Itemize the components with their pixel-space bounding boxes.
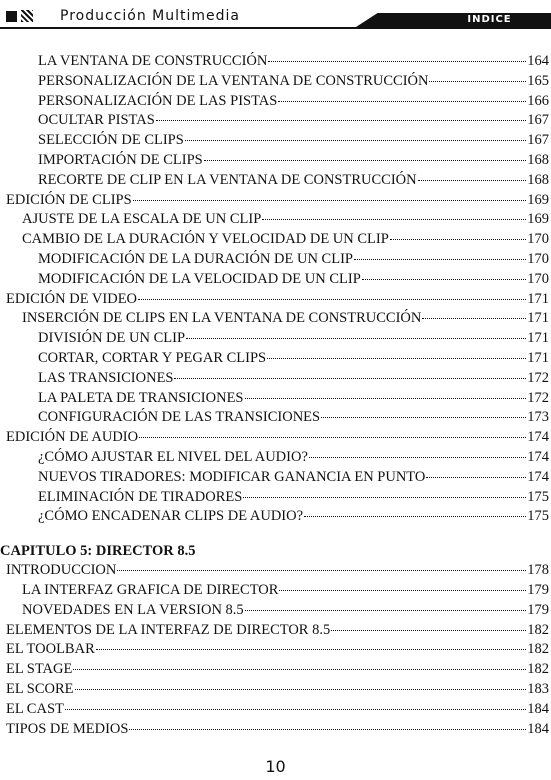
- dot-leader: [422, 318, 526, 319]
- toc-entry-label: IMPORTACIÓN DE CLIPS: [38, 151, 203, 168]
- dot-leader: [185, 140, 526, 141]
- toc-section-chapter-5: [0, 561, 549, 739]
- dot-leader: [245, 610, 527, 611]
- toc-entry-label: AJUSTE DE LA ESCALA DE UN CLIP: [22, 211, 262, 228]
- toc-entry-label: TIPOS DE MEDIOS: [6, 720, 129, 737]
- dot-leader: [267, 358, 526, 359]
- toc-entry-page: 172: [527, 389, 549, 406]
- toc-entry: [0, 349, 549, 369]
- toc-entry-page: 182: [527, 641, 549, 658]
- toc-entry-label: INSERCIÓN DE CLIPS EN LA VENTANA DE CONSTRUCCIÓN: [22, 310, 422, 327]
- dot-leader: [418, 180, 527, 181]
- toc-entry-page: 168: [527, 151, 549, 168]
- toc-entry-label: ELEMENTOS DE LA INTERFAZ DE DIRECTOR 8.5: [6, 621, 331, 638]
- dot-leader: [321, 417, 526, 418]
- toc-entry-page: 184: [527, 720, 549, 737]
- table-of-contents: [0, 52, 549, 739]
- toc-entry-page: 172: [527, 369, 549, 386]
- toc-entry: [0, 270, 549, 290]
- toc-entry: [0, 581, 549, 601]
- toc-entry: [0, 640, 549, 660]
- dot-leader: [138, 299, 526, 300]
- dot-leader: [429, 81, 526, 82]
- toc-entry: [0, 561, 549, 581]
- toc-entry-page: 171: [527, 290, 549, 307]
- dot-leader: [279, 590, 526, 591]
- toc-entry-page: 171: [527, 330, 549, 347]
- toc-section-chapter-4: [0, 52, 549, 527]
- header-square-icon: [6, 11, 17, 22]
- toc-entry-page: 174: [527, 448, 549, 465]
- toc-entry-label: ¿CÓMO ENCADENAR CLIPS DE AUDIO?: [38, 508, 304, 525]
- toc-entry-label: MODIFICACIÓN DE LA DURACIÓN DE UN CLIP: [38, 250, 353, 267]
- dot-leader: [362, 279, 526, 280]
- toc-entry-label: LA VENTANA DE CONSTRUCCIÓN: [38, 53, 268, 69]
- toc-entry-page: 184: [527, 700, 549, 717]
- page-number: 10: [265, 757, 286, 776]
- chapter-heading: CAPITULO 5: DIRECTOR 8.5: [0, 543, 196, 560]
- toc-entry-label: EL TOOLBAR: [6, 641, 95, 658]
- toc-entry-label: CAMBIO DE LA DURACIÓN Y VELOCIDAD DE UN CLIP: [22, 231, 389, 248]
- toc-entry: [0, 230, 549, 250]
- header-rule: [0, 27, 551, 29]
- toc-entry: [0, 250, 549, 270]
- toc-entry-label: EDICIÓN DE AUDIO: [6, 429, 139, 446]
- toc-entry-label: DIVISIÓN DE UN CLIP: [38, 330, 186, 347]
- header-wedge-decoration: [356, 13, 428, 27]
- toc-entry: [0, 52, 549, 72]
- toc-entry-page: 164: [527, 53, 549, 69]
- toc-entry-label: EL STAGE: [6, 661, 73, 678]
- toc-entry-page: 182: [527, 661, 549, 678]
- toc-entry: [0, 488, 549, 508]
- toc-entry-page: 168: [527, 171, 549, 188]
- toc-entry-label: EDICIÓN DE VIDEO: [6, 290, 138, 307]
- section-tag: INDICE: [428, 13, 551, 27]
- toc-entry-label: SELECCIÓN DE CLIPS: [38, 132, 184, 149]
- dot-leader: [278, 101, 526, 102]
- toc-entry: [0, 191, 549, 211]
- toc-entry-page: 170: [527, 231, 549, 248]
- header-pattern-icon: [21, 10, 33, 22]
- running-header: [0, 6, 551, 28]
- toc-entry-label: INTRODUCCION: [6, 562, 117, 579]
- dot-leader: [133, 200, 527, 201]
- toc-entry: [0, 621, 549, 641]
- toc-entry: [0, 720, 549, 740]
- dot-leader: [186, 338, 526, 339]
- toc-entry-label: EL SCORE: [6, 680, 74, 697]
- toc-entry-page: 170: [527, 270, 549, 287]
- dot-leader: [262, 219, 526, 220]
- dot-leader: [268, 61, 526, 62]
- toc-entry-label: EL CAST: [6, 700, 64, 717]
- dot-leader: [73, 669, 526, 670]
- dot-leader: [331, 630, 526, 631]
- toc-entry: [0, 700, 549, 720]
- dot-leader: [204, 160, 527, 161]
- toc-entry-page: 179: [527, 601, 549, 618]
- toc-entry-page: 183: [527, 680, 549, 697]
- toc-entry: [0, 111, 549, 131]
- toc-entry-label: EDICIÓN DE CLIPS: [6, 191, 132, 208]
- toc-entry-page: 171: [527, 349, 549, 366]
- dot-leader: [156, 120, 526, 121]
- toc-entry: [0, 290, 549, 310]
- dot-leader: [354, 259, 526, 260]
- toc-entry-label: MODIFICACIÓN DE LA VELOCIDAD DE UN CLIP: [38, 270, 361, 287]
- toc-entry-page: 169: [527, 191, 549, 208]
- toc-entry: [0, 408, 549, 428]
- dot-leader: [304, 516, 526, 517]
- toc-entry-page: 171: [527, 310, 549, 327]
- book-title: Producción Multimedia: [60, 8, 240, 24]
- dot-leader: [245, 398, 527, 399]
- toc-entry: [0, 210, 549, 230]
- toc-entry-label: PERSONALIZACIÓN DE LA VENTANA DE CONSTRUCCIÓN: [38, 72, 429, 89]
- toc-entry-label: LA INTERFAZ GRAFICA DE DIRECTOR: [22, 581, 279, 598]
- toc-entry: [0, 92, 549, 112]
- dot-leader: [117, 570, 526, 571]
- toc-entry: [0, 448, 549, 468]
- toc-entry-label: CORTAR, CORTAR Y PEGAR CLIPS: [38, 349, 267, 366]
- toc-entry: [0, 131, 549, 151]
- toc-entry-label: NUEVOS TIRADORES: MODIFICAR GANANCIA EN PUNTO: [38, 468, 426, 485]
- toc-entry: [0, 660, 549, 680]
- toc-entry-page: 174: [527, 468, 549, 485]
- toc-entry: [0, 369, 549, 389]
- toc-entry-label: ¿CÓMO AJUSTAR EL NIVEL DEL AUDIO?: [38, 448, 308, 465]
- dot-leader: [65, 709, 526, 710]
- toc-entry: [0, 151, 549, 171]
- toc-entry-page: 173: [527, 409, 549, 426]
- dot-leader: [309, 457, 526, 458]
- toc-entry-page: 178: [527, 562, 549, 579]
- toc-entry: [0, 72, 549, 92]
- toc-entry-page: 167: [527, 112, 549, 129]
- toc-entry: [0, 428, 549, 448]
- toc-entry-page: 169: [527, 211, 549, 228]
- toc-entry-page: 179: [527, 581, 549, 598]
- toc-entry: [0, 468, 549, 488]
- toc-entry: [0, 329, 549, 349]
- toc-entry-label: OCULTAR PISTAS: [38, 112, 155, 129]
- toc-entry-page: 175: [527, 508, 549, 525]
- dot-leader: [243, 497, 526, 498]
- toc-entry-page: 182: [527, 621, 549, 638]
- toc-entry-page: 166: [527, 92, 549, 109]
- dot-leader: [426, 477, 526, 478]
- toc-entry: [0, 389, 549, 409]
- toc-entry-label: NOVEDADES EN LA VERSION 8.5: [22, 601, 244, 618]
- dot-leader: [75, 689, 527, 690]
- toc-entry: [0, 601, 549, 621]
- dot-leader: [390, 239, 526, 240]
- toc-entry-label: LA PALETA DE TRANSICIONES: [38, 389, 244, 406]
- toc-entry: [0, 680, 549, 700]
- toc-entry-label: CONFIGURACIÓN DE LAS TRANSICIONES: [38, 409, 321, 426]
- toc-entry-label: LAS TRANSICIONES: [38, 369, 174, 386]
- dot-leader: [174, 378, 526, 379]
- toc-entry-label: PERSONALIZACIÓN DE LAS PISTAS: [38, 92, 278, 109]
- dot-leader: [139, 437, 526, 438]
- toc-entry-page: 165: [527, 72, 549, 89]
- toc-entry: [0, 507, 549, 527]
- toc-entry: [0, 171, 549, 191]
- toc-entry-page: 170: [527, 250, 549, 267]
- toc-entry-label: ELIMINACIÓN DE TIRADORES: [38, 488, 243, 505]
- dot-leader: [129, 729, 526, 730]
- toc-entry-page: 175: [527, 488, 549, 505]
- toc-entry: [0, 309, 549, 329]
- dot-leader: [96, 649, 527, 650]
- toc-entry-label: RECORTE DE CLIP EN LA VENTANA DE CONSTRUCCIÓN: [38, 171, 417, 188]
- toc-entry-page: 167: [527, 132, 549, 149]
- toc-entry-page: 174: [527, 429, 549, 446]
